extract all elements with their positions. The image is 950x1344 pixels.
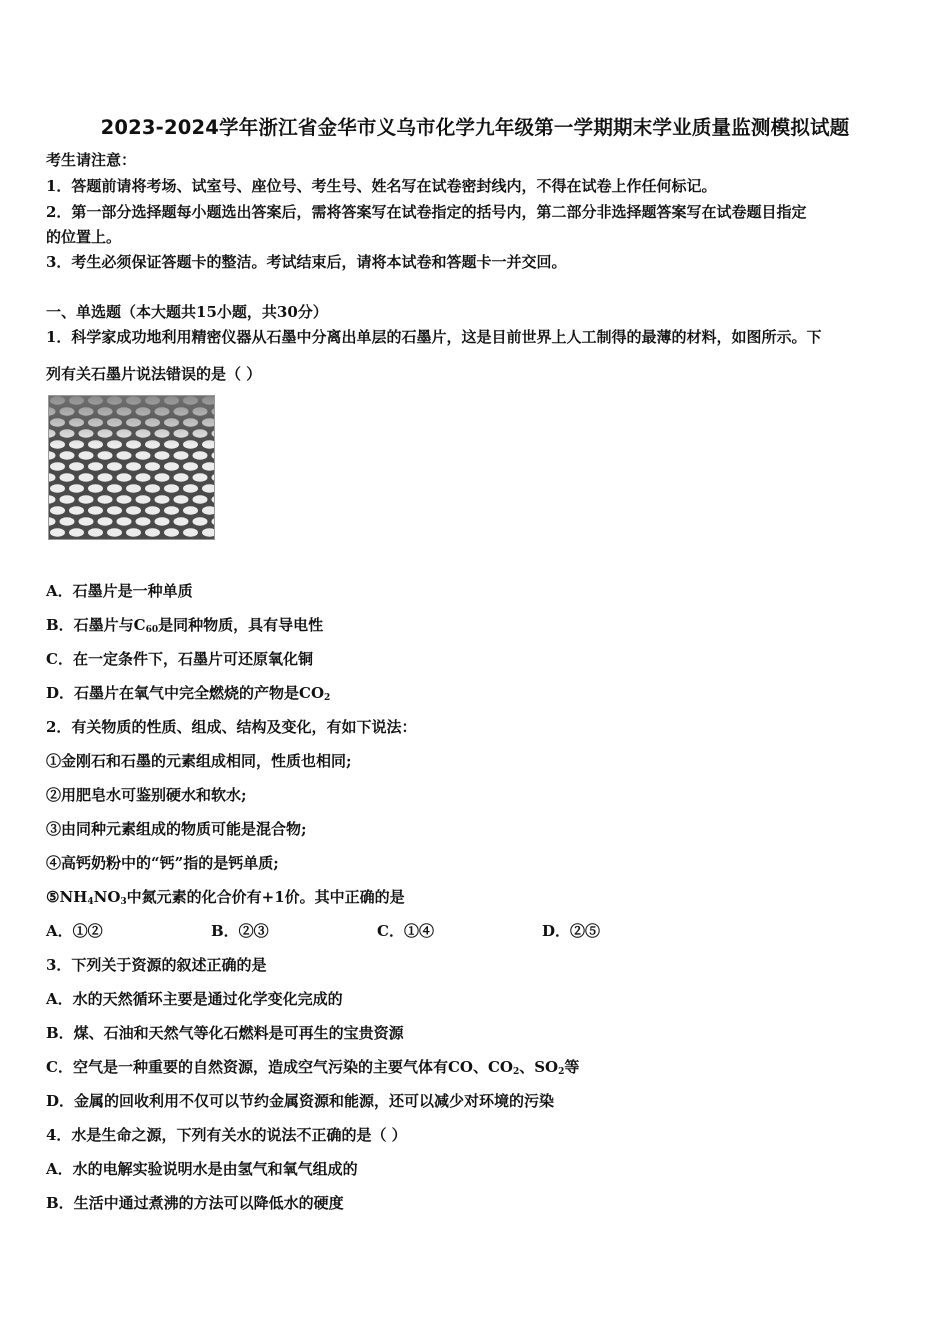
q2-statement-4: ④高钙奶粉中的“钙”指的是钙单质; <box>46 854 279 872</box>
notice-item-3: 3．考生必须保证答题卡的整洁。考试结束后，请将本试卷和答题卡一并交回。 <box>46 253 567 271</box>
notice-item-2-cont: 的位置上。 <box>46 228 122 246</box>
q2-option-a: A．①② <box>46 922 103 940</box>
q2-options <box>46 921 646 941</box>
q4-option-a: A．水的电解实验说明水是由氢气和氧气组成的 <box>46 1160 358 1178</box>
notice-item-2: 2．第一部分选择题每小题选出答案后，需将答案写在试卷指定的括号内，第二部分非选择题答案写在试卷题目指定 <box>46 203 807 221</box>
notice-heading: 考生请注意： <box>46 151 137 169</box>
q3-stem: 3．下列关于资源的叙述正确的是 <box>46 956 267 974</box>
q1-option-d: D．石墨片在氧气中完全燃烧的产物是$CO_2$ <box>46 684 331 703</box>
page-title: 2023-2024学年浙江省金华市义乌市化学九年级第一学期期末学业质量监测模拟试题 <box>100 116 850 139</box>
q2-statement-5: $⑤NH_4NO_3$中氮元素的化合价有+1价。其中正确的是 <box>46 888 405 907</box>
section-heading: 一、单选题（本大题共15小题，共30分） <box>46 303 328 321</box>
q4-option-b: B．生活中通过煮沸的方法可以降低水的硬度 <box>46 1194 344 1212</box>
q2-statement-2: ②用肥皂水可鉴别硬水和软水; <box>46 786 247 804</box>
q2-statement-3: ③由同种元素组成的物质可能是混合物; <box>46 820 307 838</box>
q1-stem-line1: 1．科学家成功地利用精密仪器从石墨中分离出单层的石墨片，这是目前世界上人工制得的最薄的材料，如图所示。下 <box>46 328 822 346</box>
notice-item-1: 1．答题前请将考场、试室号、座位号、考生号、姓名写在试卷密封线内，不得在试卷上作任何标记。 <box>46 177 717 195</box>
q1-option-a: A．石墨片是一种单质 <box>46 582 193 600</box>
q3-option-b: B．煤、石油和天然气等化石燃料是可再生的宝贵资源 <box>46 1024 404 1042</box>
q2-option-b: B．②③ <box>211 922 269 940</box>
q2-option-d: D．②⑤ <box>542 922 601 940</box>
q1-option-b: B．石墨片与$C_{60}$是同种物质，具有导电性 <box>46 616 324 635</box>
q3-option-d: D．金属的回收利用不仅可以节约金属资源和能源，还可以减少对环境的污染 <box>46 1092 555 1110</box>
q2-option-c: C．①④ <box>377 922 434 940</box>
q2-stem: 2．有关物质的性质、组成、结构及变化，有如下说法： <box>46 718 417 736</box>
q3-option-a: A．水的天然循环主要是通过化学变化完成的 <box>46 990 343 1008</box>
q1-stem-line2: 列有关石墨片说法错误的是（ ） <box>46 365 262 383</box>
q4-stem: 4．水是生命之源，下列有关水的说法不正确的是（ ） <box>46 1126 407 1144</box>
q1-option-c: C．在一定条件下，石墨片可还原氧化铜 <box>46 650 313 668</box>
graphene-image <box>48 395 215 540</box>
q3-option-c: C．空气是一种重要的自然资源，造成空气污染的主要气体有CO、$CO_2$、$SO_2$等 <box>46 1058 580 1077</box>
q2-statement-1: ①金刚石和石墨的元素组成相同，性质也相同; <box>46 752 352 770</box>
